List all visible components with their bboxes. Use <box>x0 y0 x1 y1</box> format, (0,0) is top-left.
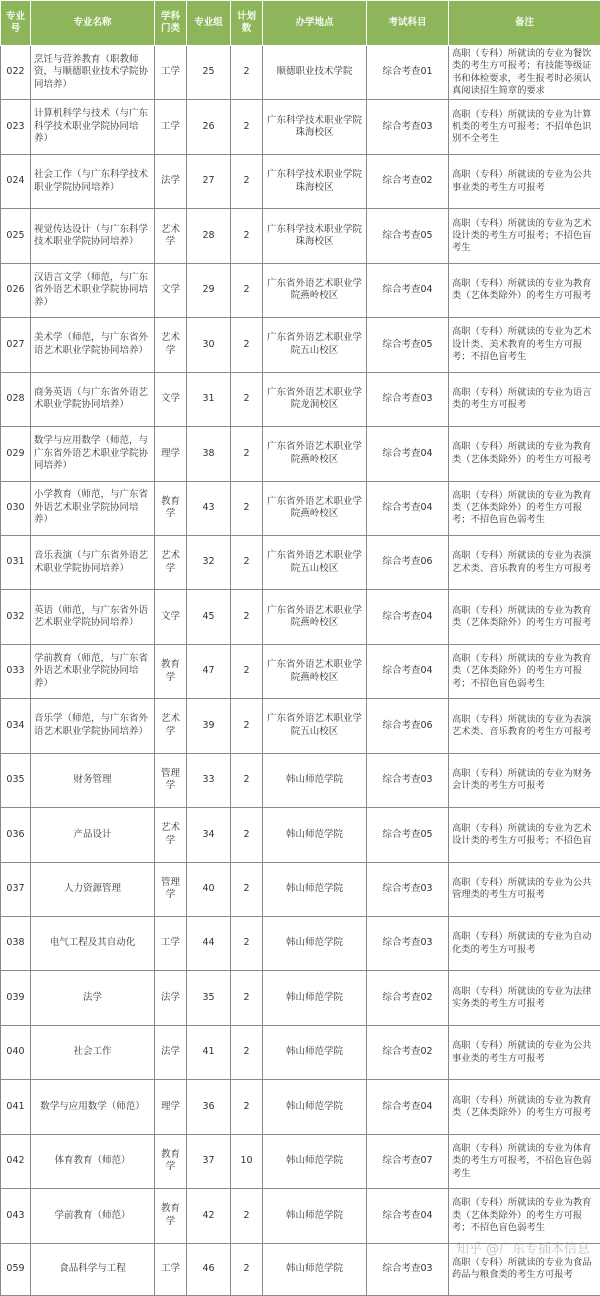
table-row <box>1 46 600 100</box>
major-group-cell: 31 <box>187 372 231 426</box>
major-group-cell: 41 <box>187 1025 231 1079</box>
major-name-cell: 烹饪与营养教育（职教师资，与顺德职业技术学院协同培养） <box>31 46 155 100</box>
notes-cell: 高职（专科）所就读的专业为表演艺术类、音乐教育的考生方可报考 <box>449 699 600 753</box>
exam-subject-cell: 综合考查06 <box>367 535 449 589</box>
discipline-cell: 艺术学 <box>155 318 187 372</box>
plan-count-cell: 2 <box>231 1025 263 1079</box>
table-row <box>1 862 600 916</box>
campus-cell: 韩山师范学院 <box>263 1080 367 1134</box>
major-name-cell: 数学与应用数学（师范，与广东省外语艺术职业学院协同培养） <box>31 427 155 481</box>
major-group-cell: 47 <box>187 644 231 698</box>
notes-cell: 高职（专科）所就读的专业为自动化类的考生方可报考 <box>449 917 600 971</box>
major-name-cell: 食品科学与工程 <box>31 1243 155 1295</box>
plan-count-cell: 2 <box>231 427 263 481</box>
discipline-cell: 法学 <box>155 971 187 1025</box>
exam-subject-cell: 综合考查05 <box>367 209 449 263</box>
campus-cell: 韩山师范学院 <box>263 753 367 807</box>
table-row <box>1 209 600 263</box>
major-group-cell: 42 <box>187 1189 231 1243</box>
notes-cell: 高职（专科）所就读的专业为教育类（艺体类除外）的考生方可报考 <box>449 590 600 644</box>
major-name-cell: 电气工程及其自动化 <box>31 917 155 971</box>
plan-count-cell: 2 <box>231 644 263 698</box>
discipline-cell: 艺术学 <box>155 699 187 753</box>
major-name-cell: 产品设计 <box>31 808 155 862</box>
notes-cell: 高职（专科）所就读的专业为教育类（艺体类除外）的考生方可报考；不招色盲色弱考生 <box>449 481 600 535</box>
exam-subject-cell: 综合考查02 <box>367 971 449 1025</box>
major-code-cell: 040 <box>1 1025 31 1079</box>
campus-cell: 韩山师范学院 <box>263 862 367 916</box>
campus-cell: 广东科学技术职业学院珠海校区 <box>263 209 367 263</box>
major-code-cell: 059 <box>1 1243 31 1295</box>
plan-count-cell: 2 <box>231 481 263 535</box>
major-group-cell: 44 <box>187 917 231 971</box>
campus-cell: 韩山师范学院 <box>263 808 367 862</box>
major-code-cell: 028 <box>1 372 31 426</box>
plan-count-cell: 2 <box>231 917 263 971</box>
exam-subject-cell: 综合考查01 <box>367 46 449 100</box>
notes-cell: 高职（专科）所就读的专业为公共管理类的考生方可报考 <box>449 862 600 916</box>
exam-subject-cell: 综合考查03 <box>367 917 449 971</box>
notes-cell: 高职（专科）所就读的专业为餐饮类的考生方可报考；有技能等级证书和体检要求，考生报考时必须认真阅读招生简章的要求 <box>449 46 600 100</box>
major-code-cell: 022 <box>1 46 31 100</box>
major-name-cell: 商务英语（与广东省外语艺术职业学院协同培养） <box>31 372 155 426</box>
table-row <box>1 808 600 862</box>
campus-cell: 广东省外语艺术职业学院燕岭校区 <box>263 263 367 317</box>
header-major-group: 专业组 <box>187 1 231 46</box>
major-name-cell: 小学教育（师范，与广东省外语艺术职业学院协同培养） <box>31 481 155 535</box>
major-name-cell: 音乐学（师范，与广东省外语艺术职业学院协同培养） <box>31 699 155 753</box>
major-name-cell: 体育教育（师范） <box>31 1134 155 1188</box>
exam-subject-cell: 综合考查03 <box>367 862 449 916</box>
major-group-cell: 46 <box>187 1243 231 1295</box>
discipline-cell: 工学 <box>155 1243 187 1295</box>
major-code-cell: 037 <box>1 862 31 916</box>
major-code-cell: 033 <box>1 644 31 698</box>
major-group-cell: 30 <box>187 318 231 372</box>
exam-subject-cell: 综合考查05 <box>367 318 449 372</box>
major-group-cell: 40 <box>187 862 231 916</box>
major-code-cell: 043 <box>1 1189 31 1243</box>
header-major-name: 专业名称 <box>31 1 155 46</box>
discipline-cell: 教育学 <box>155 481 187 535</box>
notes-cell: 高职（专科）所就读的专业为公共事业类的考生方可报考 <box>449 154 600 208</box>
notes-cell: 高职（专科）所就读的专业为艺术设计类的考生方可报考；不招色盲考生 <box>449 209 600 263</box>
major-name-cell: 数学与应用数学（师范） <box>31 1080 155 1134</box>
notes-cell: 高职（专科）所就读的专业为公共事业类的考生方可报考 <box>449 1025 600 1079</box>
table-row <box>1 917 600 971</box>
discipline-cell: 法学 <box>155 1025 187 1079</box>
notes-cell: 高职（专科）所就读的专业为计算机类的考生方可报考；不招单色识别不全考生 <box>449 100 600 154</box>
campus-cell: 广东省外语艺术职业学院燕岭校区 <box>263 644 367 698</box>
plan-count-cell: 2 <box>231 209 263 263</box>
major-group-cell: 33 <box>187 753 231 807</box>
notes-cell: 高职（专科）所就读的专业为教育类（艺体类除外）的考生方可报考 <box>449 427 600 481</box>
table-row <box>1 1134 600 1188</box>
discipline-cell: 理学 <box>155 1080 187 1134</box>
major-group-cell: 27 <box>187 154 231 208</box>
table-row <box>1 263 600 317</box>
plan-count-cell: 2 <box>231 154 263 208</box>
campus-cell: 广东省外语艺术职业学院燕岭校区 <box>263 590 367 644</box>
major-code-cell: 026 <box>1 263 31 317</box>
plan-count-cell: 2 <box>231 46 263 100</box>
major-group-cell: 26 <box>187 100 231 154</box>
plan-count-cell: 2 <box>231 1243 263 1295</box>
exam-subject-cell: 综合考查05 <box>367 808 449 862</box>
major-name-cell: 学前教育（师范，与广东省外语艺术职业学院协同培养） <box>31 644 155 698</box>
header-exam-subject: 考试科目 <box>367 1 449 46</box>
campus-cell: 韩山师范学院 <box>263 917 367 971</box>
table-row <box>1 318 600 372</box>
discipline-cell: 教育学 <box>155 1134 187 1188</box>
exam-subject-cell: 综合考查03 <box>367 1243 449 1295</box>
table-row <box>1 1189 600 1243</box>
campus-cell: 广东省外语艺术职业学院龙洞校区 <box>263 372 367 426</box>
discipline-cell: 管理学 <box>155 753 187 807</box>
discipline-cell: 工学 <box>155 917 187 971</box>
table-row <box>1 372 600 426</box>
major-code-cell: 039 <box>1 971 31 1025</box>
major-group-cell: 45 <box>187 590 231 644</box>
notes-cell: 高职（专科）所就读的专业为语言类的考生方可报考 <box>449 372 600 426</box>
notes-cell: 高职（专科）所就读的专业为教育类（艺体类除外）的考生方可报考 <box>449 1080 600 1134</box>
major-group-cell: 29 <box>187 263 231 317</box>
plan-count-cell: 2 <box>231 1189 263 1243</box>
major-code-cell: 035 <box>1 753 31 807</box>
exam-subject-cell: 综合考查04 <box>367 263 449 317</box>
exam-subject-cell: 综合考查02 <box>367 1025 449 1079</box>
discipline-cell: 文学 <box>155 372 187 426</box>
exam-subject-cell: 综合考查03 <box>367 753 449 807</box>
exam-subject-cell: 综合考查04 <box>367 590 449 644</box>
watermark: 知乎 @广东专插本信息 <box>456 1238 590 1257</box>
plan-count-cell: 10 <box>231 1134 263 1188</box>
major-code-cell: 027 <box>1 318 31 372</box>
plan-count-cell: 2 <box>231 862 263 916</box>
table-row <box>1 1080 600 1134</box>
notes-cell: 高职（专科）所就读的专业为表演艺术类、音乐教育的考生方可报考 <box>449 535 600 589</box>
campus-cell: 韩山师范学院 <box>263 971 367 1025</box>
major-group-cell: 25 <box>187 46 231 100</box>
plan-count-cell: 2 <box>231 808 263 862</box>
notes-cell: 高职（专科）所就读的专业为体育类的考生方可报考，不招色盲色弱考生 <box>449 1134 600 1188</box>
notes-cell: 高职（专科）所就读的专业为教育类（艺体类除外）的考生方可报考 <box>449 263 600 317</box>
major-group-cell: 43 <box>187 481 231 535</box>
major-code-cell: 023 <box>1 100 31 154</box>
major-name-cell: 学前教育（师范） <box>31 1189 155 1243</box>
plan-count-cell: 2 <box>231 318 263 372</box>
major-name-cell: 社会工作 <box>31 1025 155 1079</box>
table-header-row <box>1 1 600 46</box>
exam-subject-cell: 综合考查03 <box>367 100 449 154</box>
plan-count-cell: 2 <box>231 100 263 154</box>
major-name-cell: 汉语言文学（师范，与广东省外语艺术职业学院协同培养） <box>31 263 155 317</box>
table-row <box>1 481 600 535</box>
plan-count-cell: 2 <box>231 699 263 753</box>
exam-subject-cell: 综合考查03 <box>367 372 449 426</box>
campus-cell: 韩山师范学院 <box>263 1134 367 1188</box>
campus-cell: 韩山师范学院 <box>263 1189 367 1243</box>
notes-cell: 高职（专科）所就读的专业为教育类（艺体类除外）的考生方可报考；不招色盲色弱考生 <box>449 644 600 698</box>
major-code-cell: 024 <box>1 154 31 208</box>
campus-cell: 广东省外语艺术职业学院五山校区 <box>263 318 367 372</box>
plan-count-cell: 2 <box>231 590 263 644</box>
campus-cell: 韩山师范学院 <box>263 1243 367 1295</box>
table-row <box>1 1025 600 1079</box>
exam-subject-cell: 综合考查04 <box>367 427 449 481</box>
notes-cell: 高职（专科）所就读的专业为食品药品与粮食类的考生方可报考 <box>449 1243 600 1295</box>
major-code-cell: 038 <box>1 917 31 971</box>
exam-subject-cell: 综合考查07 <box>367 1134 449 1188</box>
discipline-cell: 艺术学 <box>155 808 187 862</box>
exam-subject-cell: 综合考查06 <box>367 699 449 753</box>
discipline-cell: 文学 <box>155 590 187 644</box>
table-row <box>1 100 600 154</box>
major-code-cell: 029 <box>1 427 31 481</box>
major-group-cell: 38 <box>187 427 231 481</box>
table-row <box>1 699 600 753</box>
major-name-cell: 法学 <box>31 971 155 1025</box>
discipline-cell: 工学 <box>155 46 187 100</box>
table-row <box>1 644 600 698</box>
campus-cell: 韩山师范学院 <box>263 1025 367 1079</box>
major-code-cell: 025 <box>1 209 31 263</box>
table-row <box>1 427 600 481</box>
discipline-cell: 文学 <box>155 263 187 317</box>
exam-subject-cell: 综合考查04 <box>367 1189 449 1243</box>
major-code-cell: 042 <box>1 1134 31 1188</box>
discipline-cell: 法学 <box>155 154 187 208</box>
header-plan-count: 计划数 <box>231 1 263 46</box>
header-major-code: 专业号 <box>1 1 31 46</box>
major-name-cell: 美术学（师范，与广东省外语艺术职业学院协同培养） <box>31 318 155 372</box>
plan-count-cell: 2 <box>231 971 263 1025</box>
campus-cell: 顺德职业技术学院 <box>263 46 367 100</box>
major-group-cell: 34 <box>187 808 231 862</box>
plan-count-cell: 2 <box>231 263 263 317</box>
major-group-cell: 28 <box>187 209 231 263</box>
campus-cell: 广东省外语艺术职业学院燕岭校区 <box>263 481 367 535</box>
header-discipline: 学科门类 <box>155 1 187 46</box>
exam-subject-cell: 综合考查04 <box>367 644 449 698</box>
major-group-cell: 32 <box>187 535 231 589</box>
major-name-cell: 财务管理 <box>31 753 155 807</box>
campus-cell: 广东科学技术职业学院珠海校区 <box>263 100 367 154</box>
major-code-cell: 034 <box>1 699 31 753</box>
notes-cell: 高职（专科）所就读的专业为教育类（艺体类除外）的考生方可报考；不招色盲色弱考生 <box>449 1189 600 1243</box>
major-name-cell: 视觉传达设计（与广东科学技术职业学院协同培养） <box>31 209 155 263</box>
discipline-cell: 教育学 <box>155 644 187 698</box>
plan-count-cell: 2 <box>231 753 263 807</box>
major-code-cell: 030 <box>1 481 31 535</box>
major-name-cell: 人力资源管理 <box>31 862 155 916</box>
header-notes: 备注 <box>449 1 600 46</box>
major-name-cell: 英语（师范，与广东省外语艺术职业学院协同培养） <box>31 590 155 644</box>
notes-cell: 高职（专科）所就读的专业为法律实务类的考生方可报考 <box>449 971 600 1025</box>
plan-count-cell: 2 <box>231 372 263 426</box>
discipline-cell: 工学 <box>155 100 187 154</box>
major-code-cell: 041 <box>1 1080 31 1134</box>
table-row <box>1 753 600 807</box>
major-group-cell: 39 <box>187 699 231 753</box>
campus-cell: 广东省外语艺术职业学院燕岭校区 <box>263 427 367 481</box>
notes-cell: 高职（专科）所就读的专业为财务会计类的考生方可报考 <box>449 753 600 807</box>
major-code-cell: 036 <box>1 808 31 862</box>
header-campus: 办学地点 <box>263 1 367 46</box>
table-row <box>1 590 600 644</box>
discipline-cell: 管理学 <box>155 862 187 916</box>
major-group-cell: 36 <box>187 1080 231 1134</box>
discipline-cell: 艺术学 <box>155 209 187 263</box>
exam-subject-cell: 综合考查04 <box>367 481 449 535</box>
notes-cell: 高职（专科）所就读的专业为艺术设计类的考生方可报考；不招色盲 <box>449 808 600 862</box>
exam-subject-cell: 综合考查04 <box>367 1080 449 1134</box>
major-group-cell: 35 <box>187 971 231 1025</box>
table-row <box>1 535 600 589</box>
major-name-cell: 社会工作（与广东科学技术职业学院协同培养） <box>31 154 155 208</box>
discipline-cell: 理学 <box>155 427 187 481</box>
major-name-cell: 计算机科学与技术（与广东科学技术职业学院协同培养） <box>31 100 155 154</box>
exam-subject-cell: 综合考查02 <box>367 154 449 208</box>
campus-cell: 广东省外语艺术职业学院五山校区 <box>263 699 367 753</box>
major-code-cell: 032 <box>1 590 31 644</box>
plan-count-cell: 2 <box>231 535 263 589</box>
table-row <box>1 971 600 1025</box>
discipline-cell: 教育学 <box>155 1189 187 1243</box>
major-name-cell: 音乐表演（与广东省外语艺术职业学院协同培养） <box>31 535 155 589</box>
major-code-cell: 031 <box>1 535 31 589</box>
campus-cell: 广东省外语艺术职业学院五山校区 <box>263 535 367 589</box>
major-group-cell: 37 <box>187 1134 231 1188</box>
discipline-cell: 艺术学 <box>155 535 187 589</box>
campus-cell: 广东科学技术职业学院珠海校区 <box>263 154 367 208</box>
table-row <box>1 154 600 208</box>
plan-count-cell: 2 <box>231 1080 263 1134</box>
notes-cell: 高职（专科）所就读的专业为艺术设计类、美术教育的考生方可报考；不招色盲考生 <box>449 318 600 372</box>
